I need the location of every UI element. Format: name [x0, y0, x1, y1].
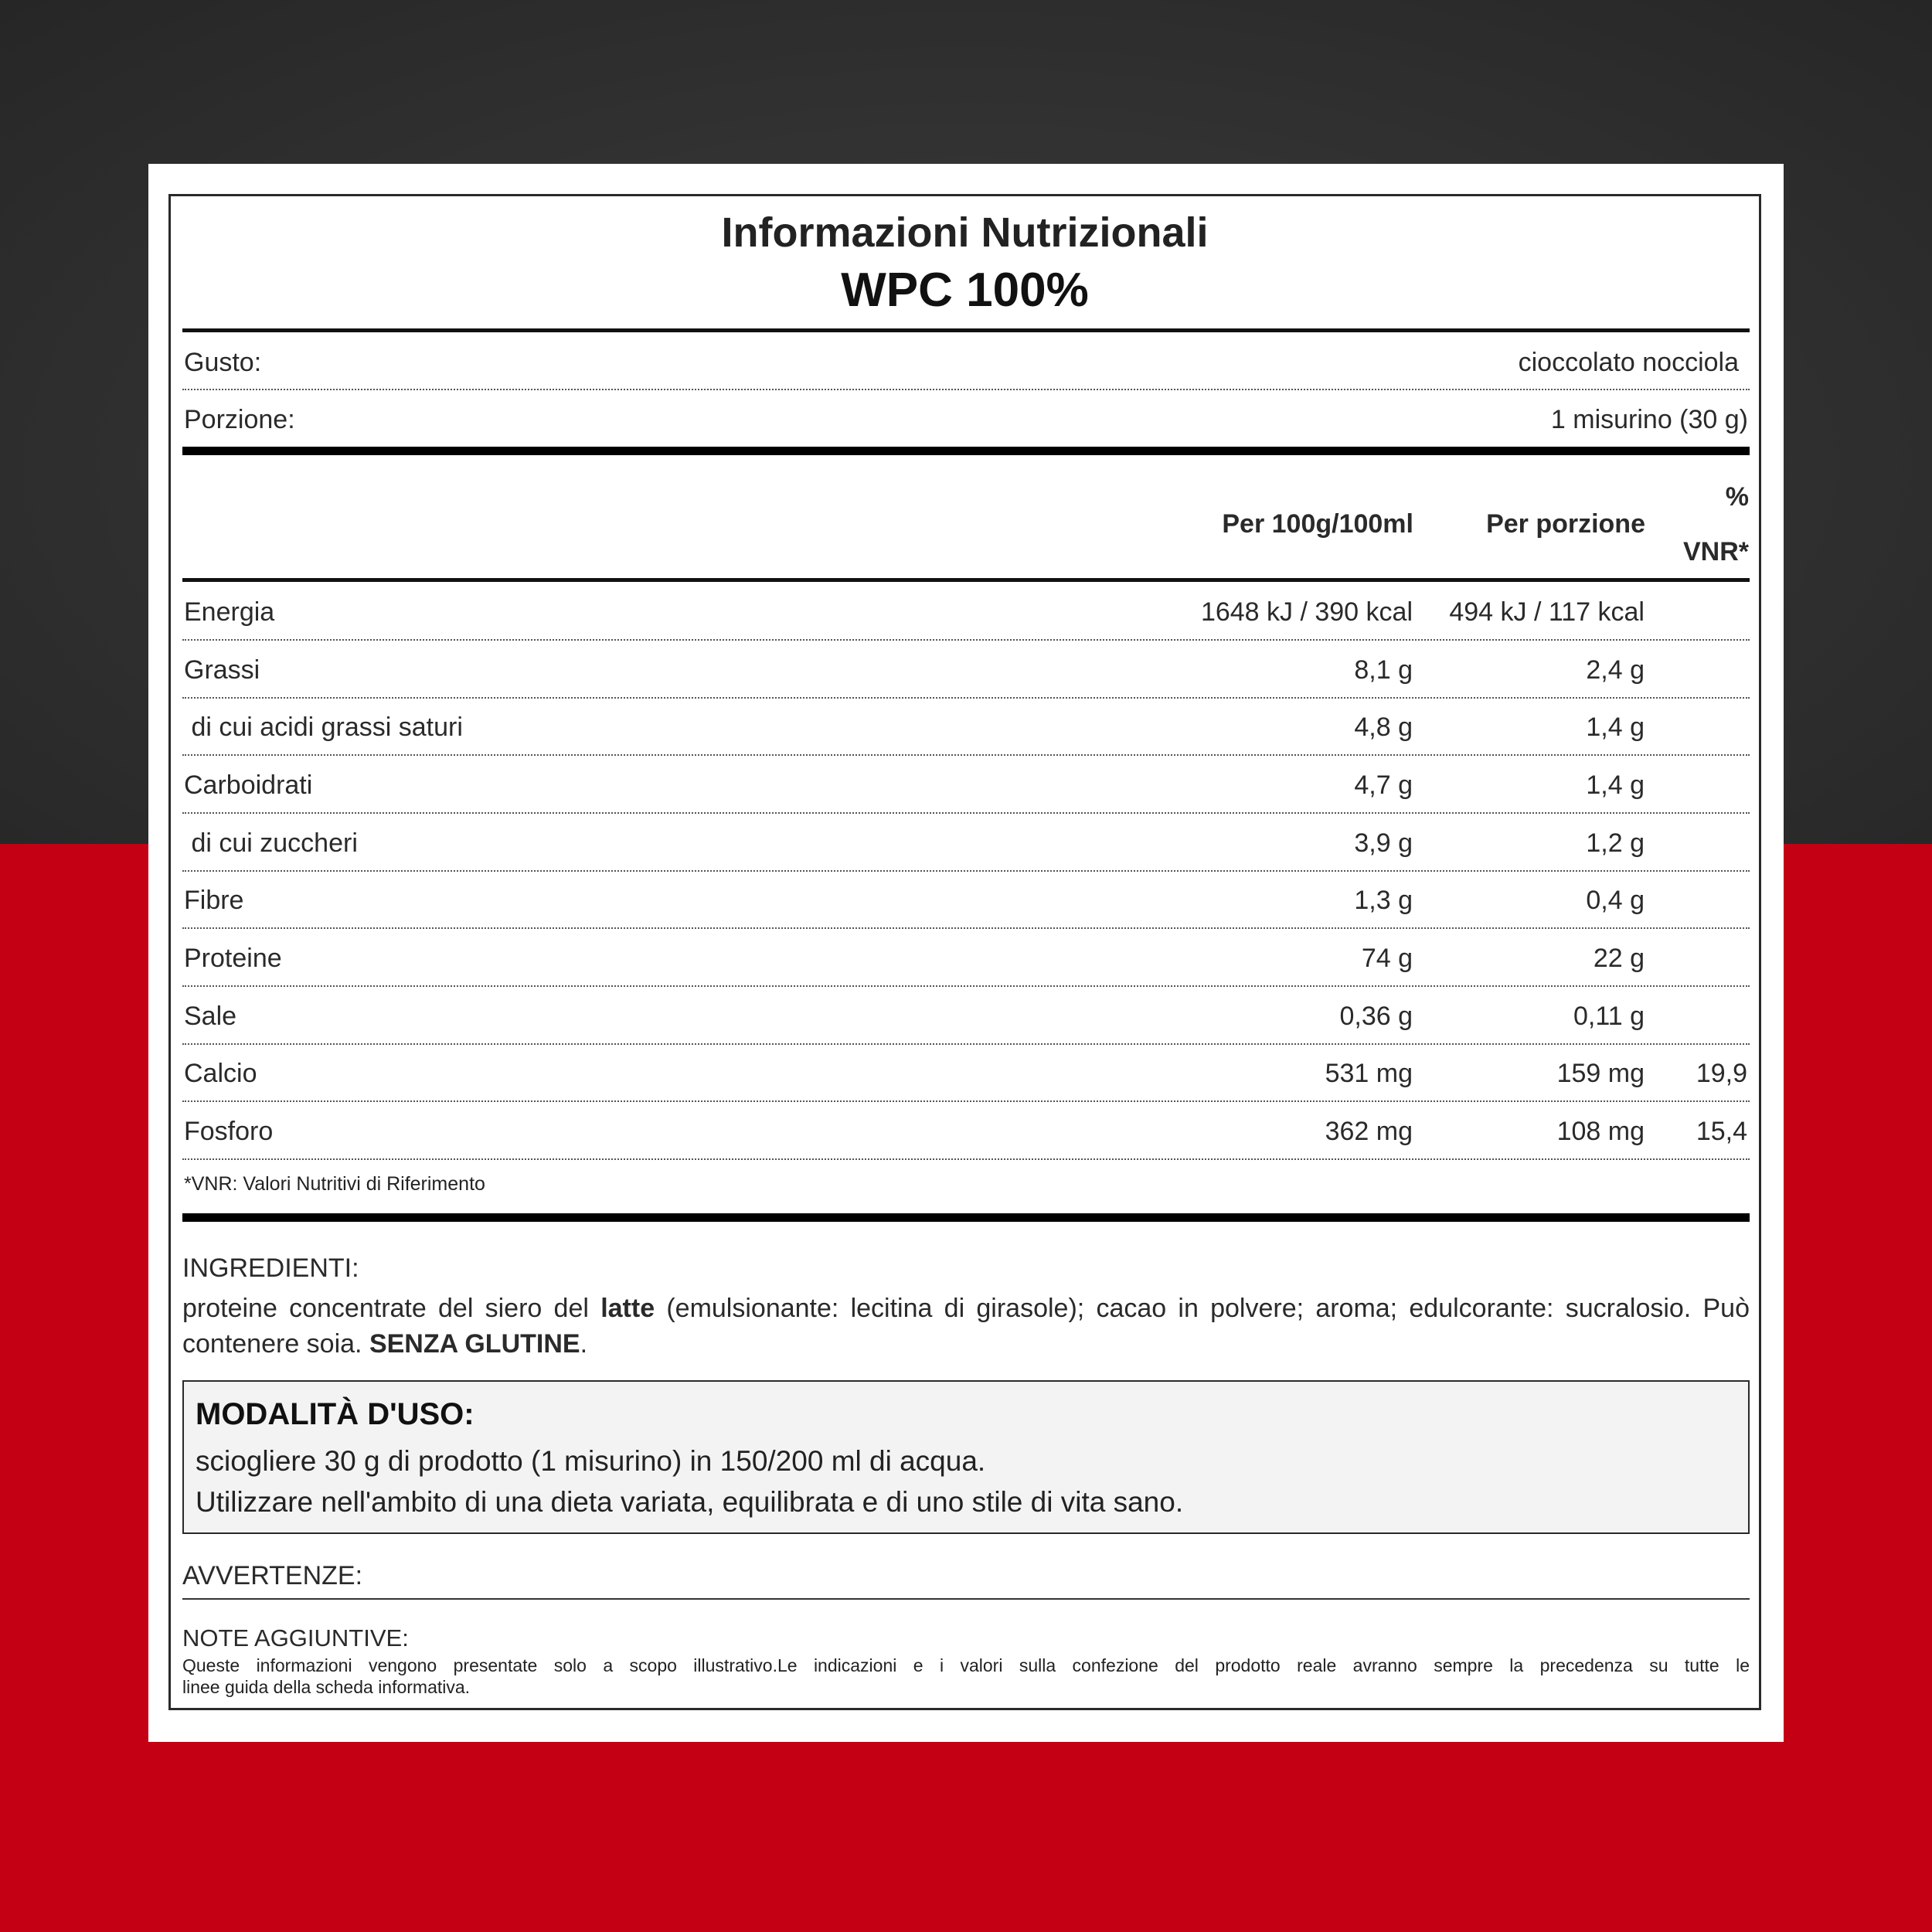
row-vnr: 19,9 [1696, 1059, 1747, 1088]
row-perportion: 1,4 g [1586, 770, 1645, 800]
gluten-free-note: SENZA GLUTINE [369, 1329, 580, 1359]
flavor-value: cioccolato nocciola [1518, 348, 1739, 377]
row-label: Carboidrati [184, 770, 313, 800]
divider [182, 754, 1750, 756]
divider [182, 927, 1750, 929]
product-name: WPC 100% [841, 264, 1089, 317]
notes-line-2: linee guida della scheda informativa. [182, 1677, 471, 1697]
ingredients-heading: INGREDIENTI: [182, 1253, 359, 1283]
label-title: Informazioni Nutrizionali [721, 209, 1209, 256]
row-label: Energia [184, 597, 275, 627]
flavor-label: Gusto: [184, 348, 262, 377]
ingredients-line-1 [182, 1294, 1750, 1324]
usage-line-2: Utilizzare nell'ambito di una dieta variata, equilibrata e di uno stile di vita sano. [196, 1486, 1184, 1518]
divider [182, 328, 1750, 332]
row-perportion: 2,4 g [1586, 655, 1645, 685]
divider [182, 1043, 1750, 1045]
notes-line-1: Queste informazioni vengono presentate solo a scopo illustrativo.Le indicazioni e i valori sulla confezione del prodotto reale avranno sempre la precedenza su tutte le [182, 1655, 1750, 1675]
divider [182, 1100, 1750, 1102]
ingredients-text: (emulsionante: lecitina di girasole); cacao in polvere; aroma; edulcorante: sucralosio. Può [655, 1294, 1750, 1323]
divider [182, 639, 1750, 641]
divider [182, 447, 1750, 455]
usage-line-1: sciogliere 30 g di prodotto (1 misurino) in 150/200 ml di acqua. [196, 1445, 986, 1477]
row-vnr: 15,4 [1696, 1117, 1747, 1146]
column-header-vnr: VNR* [1682, 537, 1749, 566]
ingredients-line-2 [182, 1329, 587, 1359]
row-per100: 4,8 g [1354, 713, 1413, 742]
row-perportion: 1,4 g [1586, 713, 1645, 742]
portion-label: Porzione: [184, 405, 295, 434]
divider [182, 985, 1750, 987]
portion-value: 1 misurino (30 g) [1550, 405, 1748, 434]
row-per100: 362 mg [1325, 1117, 1413, 1146]
divider [182, 812, 1750, 814]
divider [182, 1158, 1750, 1160]
divider [182, 870, 1750, 872]
warnings-heading: AVVERTENZE: [182, 1561, 363, 1590]
row-per100: 531 mg [1325, 1059, 1413, 1088]
row-perportion: 22 g [1593, 944, 1645, 973]
ingredients-text: contenere soia. [182, 1329, 369, 1359]
row-label: Proteine [184, 944, 282, 973]
row-perportion: 0,11 g [1573, 1002, 1645, 1031]
row-per100: 3,9 g [1354, 828, 1413, 858]
row-label: Fosforo [184, 1117, 274, 1146]
notes-heading: NOTE AGGIUNTIVE: [182, 1624, 409, 1651]
row-per100: 8,1 g [1354, 655, 1413, 685]
row-per100: 74 g [1361, 944, 1413, 973]
row-per100: 4,7 g [1354, 770, 1413, 800]
divider [182, 1598, 1750, 1600]
row-label: di cui zuccheri [184, 828, 358, 858]
usage-heading: MODALITÀ D'USO: [196, 1397, 474, 1431]
ingredients-text: proteine concentrate del siero del [182, 1294, 601, 1323]
row-per100: 1648 kJ / 390 kcal [1200, 597, 1413, 627]
row-per100: 1,3 g [1354, 886, 1413, 915]
column-header-per100: Per 100g/100ml [1222, 509, 1413, 539]
row-label: Grassi [184, 655, 260, 685]
row-perportion: 1,2 g [1586, 828, 1645, 858]
vnr-footnote: *VNR: Valori Nutritivi di Riferimento [184, 1173, 485, 1195]
row-perportion: 0,4 g [1586, 886, 1645, 915]
ingredients-text: . [580, 1329, 588, 1359]
row-perportion: 494 kJ / 117 kcal [1449, 597, 1645, 627]
divider [182, 697, 1750, 699]
divider [182, 578, 1750, 582]
row-per100: 0,36 g [1339, 1002, 1413, 1031]
column-header-vnr-percent: % [1725, 482, 1749, 512]
row-label: Fibre [184, 886, 244, 915]
row-label: Calcio [184, 1059, 257, 1088]
column-header-perportion: Per porzione [1486, 509, 1645, 539]
ingredients-allergen: latte [600, 1294, 655, 1323]
divider [182, 389, 1750, 390]
row-label: Sale [184, 1002, 237, 1031]
divider [182, 1213, 1750, 1222]
row-perportion: 159 mg [1556, 1059, 1645, 1088]
row-label: di cui acidi grassi saturi [184, 713, 463, 742]
row-perportion: 108 mg [1556, 1117, 1645, 1146]
